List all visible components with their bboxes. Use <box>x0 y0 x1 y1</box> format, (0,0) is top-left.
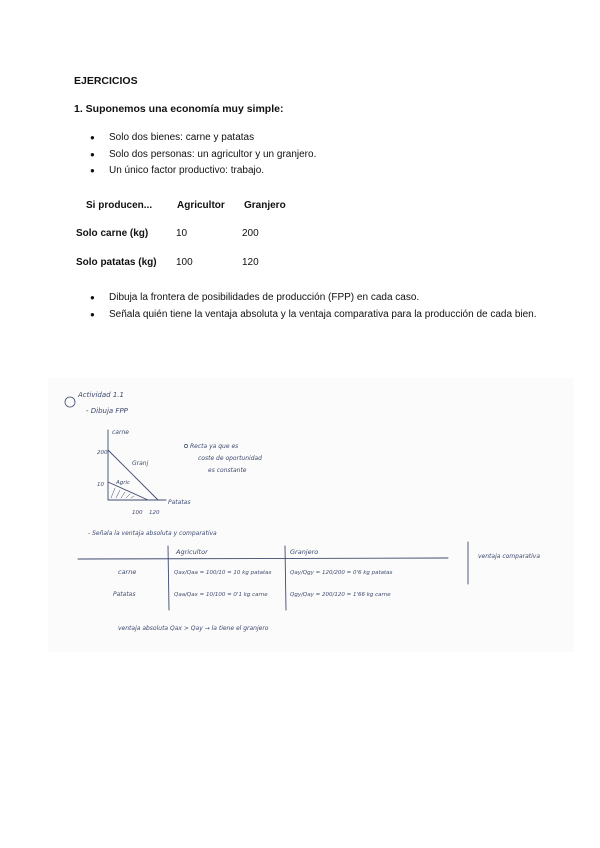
hw-x-tick: 120 <box>149 510 160 516</box>
table-header-producen: Si producen... <box>86 200 153 211</box>
hw-note-line: es constante <box>208 467 247 474</box>
table-header-agricultor: Agricultor <box>177 200 225 211</box>
hw-side-note: ventaja comparativa <box>478 553 541 560</box>
list-item: ● Dibuja la frontera de posibilidades de producción (FPP) en cada caso. <box>90 291 540 305</box>
hw-title: Actividad 1.1 <box>78 391 124 399</box>
handwritten-answer-drawing <box>48 378 574 652</box>
hw-axis-x-label: Patatas <box>168 499 191 506</box>
table-cell: 200 <box>242 228 259 239</box>
hw-note-line: Recta ya que es <box>190 443 239 450</box>
exercise-subheading: 1. Suponemos una economía muy simple: <box>74 103 284 115</box>
hw-note-bullet <box>184 444 187 447</box>
hw-step2: - Señala la ventaja absoluta y comparativa <box>88 530 217 537</box>
hw-cell: Qax/Qaa = 100/10 = 10 kg patatas <box>174 570 272 576</box>
table-header-granjero: Granjero <box>244 200 286 211</box>
hw-line-label-granjero: Granj <box>132 460 149 467</box>
hw-table-header-granjero: Granjero <box>290 548 319 556</box>
list-item: ● Un único factor productivo: trabajo. <box>90 164 316 181</box>
table-row-label: Solo patatas (kg) <box>76 257 157 268</box>
hw-frontier-granjero <box>108 450 158 500</box>
tasks-list <box>90 291 540 325</box>
assumptions-list <box>90 131 316 181</box>
list-item: ● Señala quién tiene la ventaja absoluta y la ventaja comparativa para la producción de cada bien. <box>90 308 540 322</box>
hw-note-line: coste de oportunidad <box>198 455 262 462</box>
hw-table-rule <box>78 558 448 559</box>
hw-footer: ventaja absoluta Qax > Qay → la tiene el granjero <box>118 625 269 632</box>
hw-y-tick: 10 <box>97 482 104 488</box>
exercise-heading: EJERCICIOS <box>74 75 138 87</box>
hw-number-circle <box>65 397 75 407</box>
hw-line-label-agricultor: Agric <box>116 480 131 486</box>
list-item: ● Solo dos personas: un agricultor y un granjero. <box>90 148 316 165</box>
hw-row-label: carne <box>118 568 137 576</box>
table-cell: 10 <box>176 228 188 239</box>
hw-row-label: Patatas <box>113 591 136 598</box>
table-row-label: Solo carne (kg) <box>76 228 149 239</box>
hw-cell: Qay/Qgy = 120/200 = 0'6 kg patatas <box>290 570 393 576</box>
hw-x-tick: 100 <box>132 510 143 516</box>
hw-step1: - Dibuja FPP <box>86 407 128 415</box>
hw-cell: Qgy/Qay = 200/120 = 1'66 kg carne <box>290 592 391 598</box>
hw-table-divider <box>168 546 169 610</box>
hw-axis-y-label: carne <box>112 429 129 436</box>
table-cell: 120 <box>242 257 259 268</box>
hw-y-tick: 200 <box>97 450 108 456</box>
hw-table-header-agricultor: Agricultor <box>176 548 208 556</box>
list-item: ● Solo dos bienes: carne y patatas <box>90 131 316 148</box>
hw-cell: Qaa/Qax = 10/100 = 0'1 kg carne <box>174 592 268 598</box>
table-cell: 100 <box>176 257 193 268</box>
hw-hatching <box>111 488 134 498</box>
handwritten-answer-image <box>48 378 574 652</box>
hw-table-divider <box>285 546 286 610</box>
